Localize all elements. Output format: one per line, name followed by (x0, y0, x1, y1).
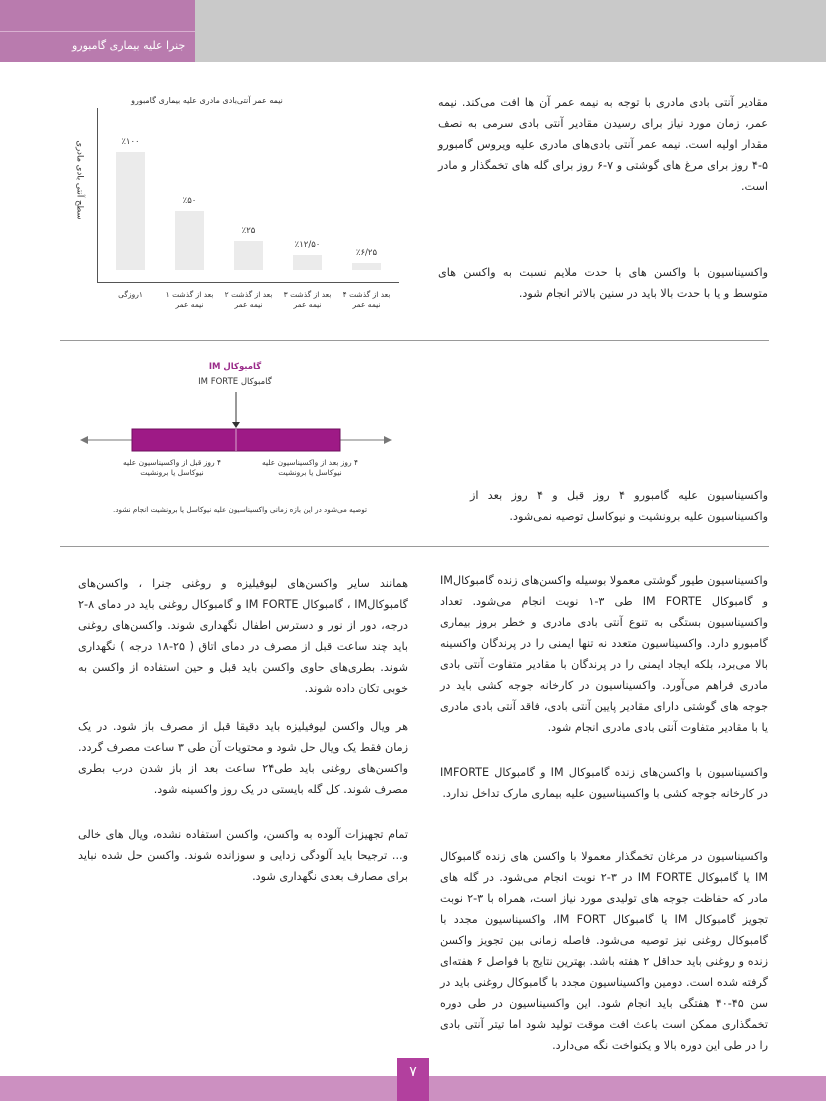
chart-value-label: ٪۱۲/۵۰ (294, 240, 321, 251)
timeline-right-arrow (384, 436, 392, 444)
timeline-product-2: گامبوکال IM FORTE (198, 377, 272, 387)
reconstitution-paragraph: هر ویال واکسن لیوفیلیزه باید دقیقا قبل از مصرف باز شود. در یک زمان فقط یک ویال حل شود و محتویات آن طی ۳ ساعت مصرف گردد. واکسن‌های روغنی باید طی۲۴ ساعت بعد از باز شدن درب بطری مصرف شوند. کل گله بایستی در یک روز واکسینه شود. (78, 720, 408, 796)
header-divider (0, 31, 195, 32)
chart-x-tick-label: ۱روزگی (118, 290, 143, 299)
chart-x-axis (97, 282, 399, 283)
vaccine-virulence-paragraph: واکسیناسیون با واکسن های با حدت ملایم نسبت به واکسن های متوسط و یا با حدت بالا باید در سنین بالاتر انجام شود. (438, 266, 768, 300)
broiler-vaccination-paragraph: واکسیناسیون طیور گوشتی معمولا بوسیله واکسن‌های زنده گامبوکالIM و گامبوکال IM FORTE طی ۳-۱ نوبت انجام می‌شود. تعداد واکسیناسیون بستگی به تنوع آنتی بادی مادری و خطر بروز بیماری گامبورو دارد. واکسیناسیون متعدد نه تنها ایمنی را در پرندگان واکسینه بالا می‌برد، بلکه ایجاد ایمنی را در پرندگان با مقادیر متفاوت آنتی بادی مادری فراهم می‌آورد. واکسیناسیون در کارخانه جوجه کشی باید در جوجه های گوشتی دارای مقادیر پایین آنتی بادی، فاقد آنتی بادی مادری یا با مقادیر متفاوت آنتی بادی مادری انجام شود. (440, 574, 768, 734)
chart-y-axis (97, 108, 98, 283)
chart-bar (175, 211, 204, 270)
chart-value-label: ٪۶/۲۵ (355, 247, 378, 258)
chart-bar (234, 241, 263, 271)
chart-bar (293, 255, 322, 270)
layer-vaccination-paragraph: واکسیناسیون در مرغان تخمگذار معمولا با واکسن های زنده گامبوکال IM یا گامبوکال IM FORTE در ۳-۲ نوبت انجام می‌شود. در گله های مادر که حفاظت جوجه های تولیدی مورد نیاز است، همراه با ۳-۲ نوبت تجویز گامبوکال IM یا گامبوکال IM FORT، واکسیناسیون مجدد با گامبوکال روغنی نیز توصیه می‌شود. فاصله زمانی بین تجویز واکسن زنده و روغنی باید حداقل ۲ هفته باشد. بهترین نتایج با فواصل ۶ هفته‌ای گرفته شده است. دومین واکسیناسیون مجدد با گامبوکال روغنی باید در سن ۴۵-۴۰ هفتگی باید انجام شود. این واکسیناسیون در طی دوره تخمگذاری ممکن است باعث افت موقت تولید شود اما تیتر آنتی بادی را در طی این دوره بالا و یکنواخت نگه می‌دارد. (440, 850, 769, 1052)
section-divider-2 (60, 546, 769, 547)
chart-y-label: سطح آنتی بادی مادری (74, 140, 85, 220)
chart-bar (352, 263, 381, 270)
chart-value-label: ٪۵۰ (182, 196, 197, 206)
disposal-paragraph: تمام تجهیزات آلوده به واکسن، واکسن استفاده نشده، ویال های خالی و... ترجیحا باید آلودگی زدایی و سوزانده شوند. واکسن حل شده نباید برای مصارف بعدی نگهداری شود. (78, 828, 408, 883)
timeline-left-arrow (80, 436, 88, 444)
storage-paragraph: همانند سایر واکسن‌های لیوفیلیزه و روغنی جنرا ، واکسن‌های گامبوکالIM ، گامبوکال IM FORTE و گامبوکال روغنی باید در دمای ۸-۲ درجه، دور از نور و دسترس اطفال نگهداری شوند. واکسن‌های روغنی باید چند ساعت قبل از مصرف در دمای اتاق ( ۲۵-۱۸ درجه ) نگهداری شوند. بطری‌های حاوی واکسن باید قبل و حین استفاده از واکسن به خوبی تکان داده شوند. (78, 577, 408, 695)
vaccination-timeline (70, 388, 400, 458)
timeline-side-text: واکسیناسیون علیه گامبورو ۴ روز قبل و ۴ روز بعد از واکسیناسیون علیه برونشیت و نیوکاسل توصیه نمی‌شود. (470, 489, 768, 523)
chart-x-tick-label: بعد از گذشت ۴ نیمه عمر (342, 290, 391, 309)
header-band (195, 0, 826, 62)
chart-title: نیمه عمر آنتی‌بادی مادری علیه بیماری گامبورو (131, 96, 283, 105)
timeline-product-1: گامبوکال IM (208, 362, 262, 372)
page-number: ۷ (409, 1064, 417, 1080)
header-title: جنرا علیه بیماری گامبورو (72, 39, 186, 52)
pointer-arrowhead (232, 422, 240, 428)
timeline-label-after: ۴ روز بعد از واکسیناسیون علیه نیوکاسل یا برونشیت (261, 458, 359, 477)
section-divider-1 (60, 340, 769, 341)
chart-x-tick-label: بعد از گذشت ۲ نیمه عمر (224, 290, 273, 309)
maternal-antibody-paragraph: مقادیر آنتی بادی مادری با توجه به نیمه عمر آن ها افت می‌کند. نیمه عمر، زمان مورد نیاز برای رسیدن مقادیر آنتی بادی سرمی به نصف مقدار اولیه است. نیمه عمر آنتی بادی‌های مادری علیه ویروس گامبورو ۵-۴ روز برای مرغ های گوشتی و ۷-۶ روز برای گله های تخمگذار و مادر است. (438, 96, 768, 193)
chart-value-label: ٪۱۰۰ (121, 137, 140, 147)
timeline-note: توصیه می‌شود در این بازه زمانی واکسیناسیون علیه نیوکاسل یا برونشیت انجام نشود. (113, 505, 367, 514)
chart-bar (116, 152, 145, 270)
chart-x-tick-label: بعد از گذشت ۳ نیمه عمر (283, 290, 332, 309)
timeline-label-before: ۴ روز قبل از واکسیناسیون علیه نیوکاسل یا برونشیت (122, 458, 221, 477)
chart-x-tick-label: بعد از گذشت ۱ نیمه عمر (165, 290, 214, 309)
hatchery-vaccination-paragraph: واکسیناسیون با واکسن‌های زنده گامبوکال IM و گامبوکال IMFORTE در کارخانه جوجه کشی با واکسیناسیون علیه بیماری مارک تداخل ندارد. (440, 766, 768, 800)
chart-value-label: ٪۲۵ (241, 225, 256, 236)
